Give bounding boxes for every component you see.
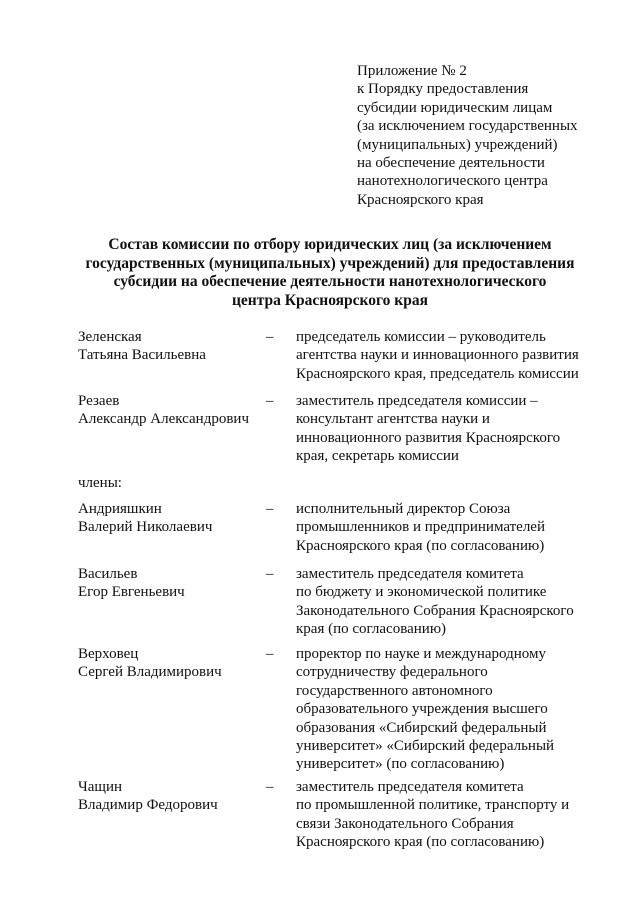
title-line: Состав комиссии по отбору юридических лиц (за исключением [108, 236, 552, 253]
role-line: государственного автономного [296, 682, 493, 699]
member-dash: – [266, 501, 274, 517]
role-line: проректор по науке и международному [296, 646, 546, 662]
members-label: члены: [78, 475, 122, 491]
title-line: государственных (муниципальных) учреждений) для предоставления [85, 254, 575, 272]
member-dash: – [266, 779, 274, 795]
member-name [78, 500, 268, 537]
appendix-line: нанотехнологического центра [357, 173, 548, 190]
member-surname: Чащин [78, 779, 123, 795]
appendix-line: к Порядку предоставления [357, 81, 529, 98]
title-line: субсидии на обеспечение деятельности нанотехнологического [113, 273, 547, 291]
member-name [78, 328, 268, 365]
role-line: Красноярского края (по согласованию) [296, 834, 545, 851]
member-name [78, 778, 268, 815]
member-role [296, 500, 606, 555]
member-surname: Резаев [78, 393, 120, 409]
role-line: Красноярского края, председатель комиссии [296, 365, 579, 382]
member-role [296, 392, 606, 466]
member-surname: Васильев [78, 566, 138, 582]
document-title [70, 236, 590, 310]
role-line: агентства науки и инновационного развития [296, 347, 579, 364]
member-role [296, 778, 606, 852]
member-given-names: Сергей Владимирович [78, 664, 222, 681]
appendix-line: Приложение № 2 [357, 63, 467, 79]
appendix-block [357, 62, 627, 209]
role-line: Законодательного Собрания Красноярского [296, 602, 574, 619]
member-dash: – [266, 393, 274, 409]
role-line: университет» «Сибирский федеральный [296, 738, 555, 755]
member-given-names: Александр Александрович [78, 411, 249, 428]
role-line: по бюджету и экономической политике [296, 584, 547, 601]
role-line: образовательного учреждения высшего [296, 701, 548, 718]
role-line: связи Законодательного Собрания [296, 815, 514, 832]
role-line: края, секретарь комиссии [296, 448, 459, 465]
member-dash: – [266, 329, 274, 345]
member-given-names: Валерий Николаевич [78, 519, 213, 536]
member-surname: Андрияшкин [78, 501, 162, 517]
role-line: заместитель председателя комитета [296, 779, 524, 795]
role-line: образования «Сибирский федеральный [296, 719, 547, 736]
member-surname: Верховец [78, 646, 139, 662]
appendix-line: (за исключением государственных [357, 118, 578, 135]
role-line: промышленников и предпринимателей [296, 519, 545, 536]
appendix-line: на обеспечение деятельности [357, 155, 545, 172]
member-name [78, 565, 268, 602]
member-role [296, 565, 606, 639]
role-line: исполнительный директор Союза [296, 501, 511, 517]
member-surname: Зеленская [78, 329, 142, 345]
role-line: университет» (по согласованию) [296, 756, 505, 773]
member-role [296, 645, 606, 774]
member-given-names: Владимир Федорович [78, 797, 218, 814]
appendix-line: субсидии юридическим лицам [357, 99, 553, 116]
member-given-names: Татьяна Васильевна [78, 347, 206, 364]
role-line: председатель комиссии – руководитель [296, 329, 546, 345]
member-dash: – [266, 566, 274, 582]
member-role [296, 328, 606, 383]
role-line: сотрудничеству федерального [296, 664, 488, 681]
role-line: консультант агентства науки и [296, 411, 490, 428]
role-line: инновационного развития Красноярского [296, 429, 561, 446]
appendix-line: Красноярского края [357, 191, 484, 208]
role-line: Красноярского края (по согласованию) [296, 537, 545, 554]
role-line: по промышленной политике, транспорту и [296, 797, 570, 814]
member-name [78, 645, 268, 682]
role-line: заместитель председателя комиссии – [296, 393, 538, 409]
appendix-line: (муниципальных) учреждений) [357, 136, 558, 153]
title-line: центра Красноярского края [232, 291, 428, 309]
member-dash: – [266, 646, 274, 662]
role-line: края (по согласованию) [296, 621, 447, 638]
member-name [78, 392, 268, 429]
member-given-names: Егор Евгеньевич [78, 584, 185, 601]
role-line: заместитель председателя комитета [296, 566, 524, 582]
